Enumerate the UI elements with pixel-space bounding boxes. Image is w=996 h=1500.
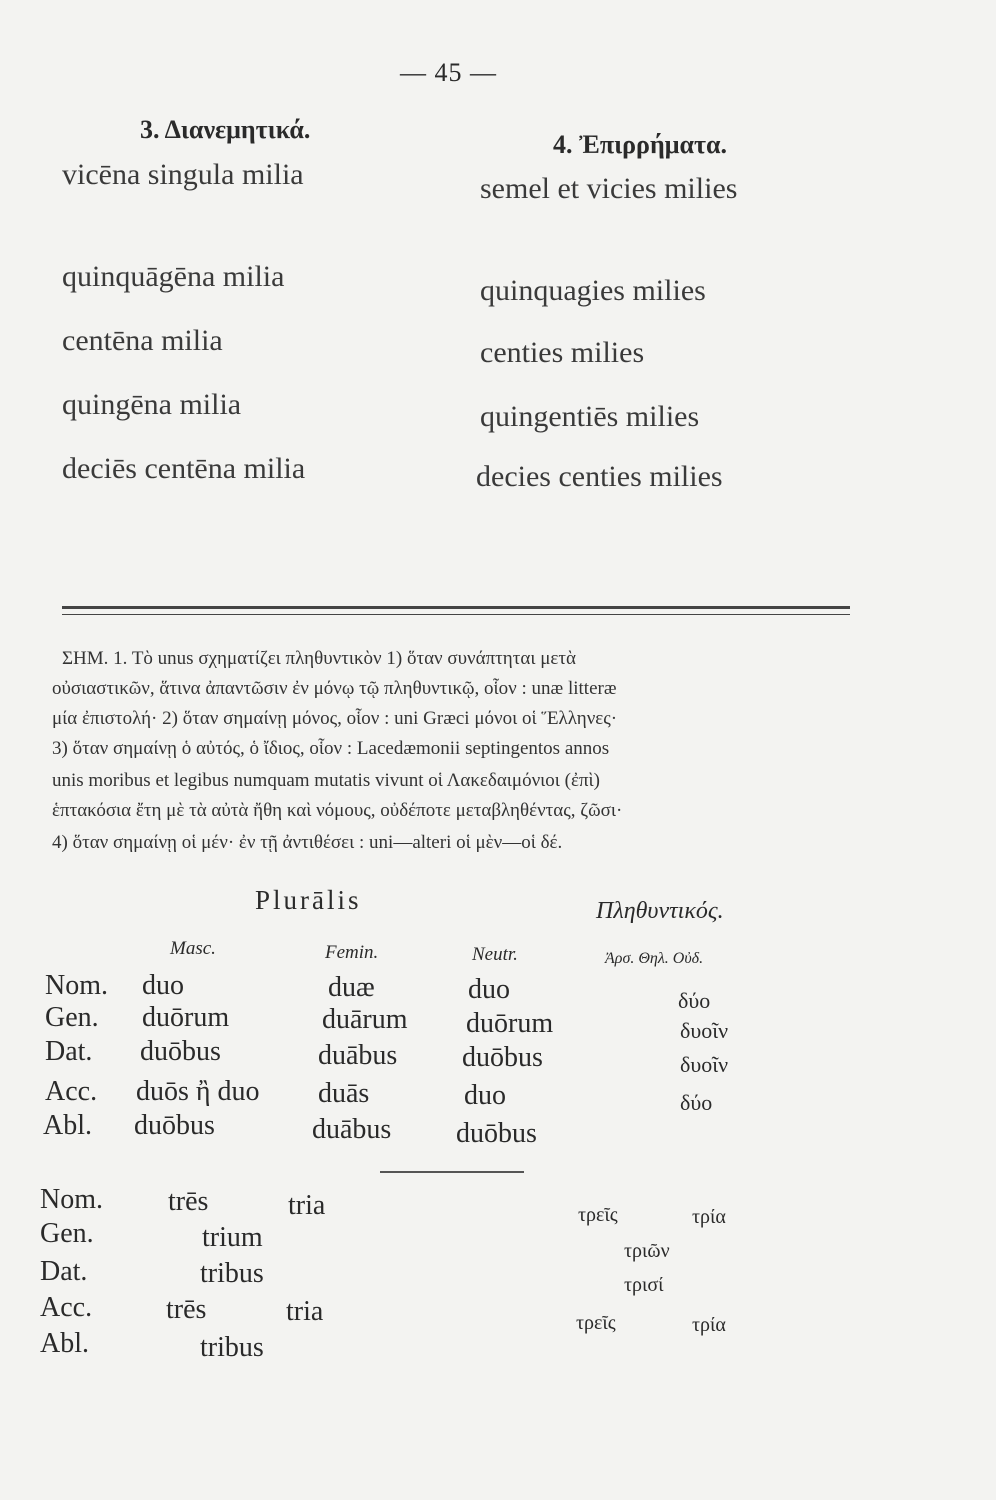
- row-dat-fem: duābus: [318, 1040, 398, 1071]
- row-nom-greek: δύο: [678, 988, 711, 1013]
- tres-case-abl: Abl.: [40, 1328, 89, 1359]
- col-greek: Ἀρσ. Θηλ. Οὐδ.: [605, 950, 704, 967]
- tres-greek-acc-n: τρία: [692, 1314, 726, 1336]
- tres-greek-nom-mf: τρεῖς: [578, 1204, 618, 1226]
- tres-gen: trium: [202, 1222, 263, 1253]
- divider-rule-thick: [62, 606, 850, 609]
- tres-greek-gen: τριῶν: [624, 1240, 670, 1262]
- row-abl-masc: duōbus: [134, 1110, 215, 1141]
- note-line-4: 3) ὅταν σημαίνῃ ὁ αὐτός, ὁ ἴδιος, οἷον : Lacedæmonii septingentos annos: [52, 738, 610, 759]
- row-gen-neut: duōrum: [466, 1008, 554, 1039]
- row-nom-case: Nom.: [45, 970, 108, 1001]
- col-femin: Femin.: [325, 942, 379, 963]
- note-line-2: οὐσιαστικῶν, ἅτινα ἀπαντῶσιν ἐν μόνῳ τῷ πληθυντικῷ, οἷον : unæ litteræ: [52, 678, 617, 699]
- row-acc-greek: δύο: [680, 1090, 713, 1115]
- row-gen-case: Gen.: [45, 1002, 99, 1033]
- note-line-6: ἑπτακόσια ἔτη μὲ τὰ αὐτὰ ἤθη καὶ νόμους, οὐδέποτε μεταβληθέντας, ζῶσι·: [52, 800, 623, 821]
- row-acc-fem: duās: [318, 1078, 370, 1109]
- tres-greek-dat: τρισί: [624, 1274, 664, 1296]
- tres-case-nom: Nom.: [40, 1184, 103, 1215]
- tres-abl: tribus: [200, 1332, 264, 1363]
- row-abl-fem: duābus: [312, 1114, 392, 1145]
- pluralis-greek-title: Πληθυντικός.: [596, 898, 724, 924]
- row-nom-neut: duo: [468, 974, 510, 1005]
- row-acc-case: Acc.: [45, 1076, 98, 1107]
- row-dat-case: Dat.: [45, 1036, 93, 1067]
- tres-case-gen: Gen.: [40, 1218, 94, 1249]
- row-abl-case: Abl.: [43, 1110, 92, 1141]
- tres-nom-n: tria: [288, 1190, 326, 1221]
- right-item-4: quingentiēs milies: [480, 400, 700, 433]
- left-item-1: vicēna singula milia: [62, 158, 304, 191]
- tres-nom-mf: trēs: [168, 1186, 209, 1217]
- divider-rule-thin: [62, 614, 850, 615]
- tres-acc-n: tria: [286, 1296, 324, 1327]
- left-item-5: deciēs centēna milia: [62, 452, 306, 485]
- right-column-heading: 4. Ἐπιρρήματα.: [553, 130, 727, 159]
- right-item-5: decies centies milies: [476, 460, 723, 493]
- note-line-1: ΣΗΜ. 1. Τὸ unus σχηματίζει πληθυντικὸν 1) ὅταν συνάπτηται μετὰ: [62, 648, 576, 669]
- row-acc-masc: duōs ἢ duo: [136, 1076, 260, 1107]
- tres-dat: tribus: [200, 1258, 264, 1289]
- row-gen-fem: duārum: [322, 1004, 408, 1035]
- left-item-4: quingēna milia: [62, 388, 242, 421]
- right-item-3: centies milies: [480, 336, 645, 369]
- section-divider: [380, 1171, 524, 1173]
- tres-acc-mf: trēs: [166, 1294, 207, 1325]
- row-nom-masc: duo: [142, 970, 184, 1001]
- col-masc: Masc.: [170, 938, 216, 959]
- right-item-1: semel et vicies milies: [480, 172, 738, 205]
- right-item-2: quinquagies milies: [480, 274, 706, 307]
- row-dat-greek: δυοῖν: [680, 1052, 729, 1077]
- left-column-heading: 3. Διανεμητικά.: [140, 115, 311, 144]
- pluralis-title: Plurālis: [255, 885, 362, 915]
- tres-greek-acc-mf: τρεῖς: [576, 1312, 616, 1334]
- row-dat-masc: duōbus: [140, 1036, 221, 1067]
- left-item-3: centēna milia: [62, 324, 223, 357]
- left-item-2: quinquāgēna milia: [62, 260, 285, 293]
- tres-case-dat: Dat.: [40, 1256, 88, 1287]
- page-number: — 45 —: [400, 58, 497, 87]
- note-line-7: 4) ὅταν σημαίνῃ οἱ μέν· ἐν τῇ ἀντιθέσει : uni—alteri οἱ μὲν—οἱ δέ.: [52, 832, 563, 853]
- col-neutr: Neutr.: [472, 944, 518, 965]
- note-line-3: μία ἐπιστολή· 2) ὅταν σημαίνῃ μόνος, οἷον : uni Græci μόνοι οἱ Ἕλληνες·: [52, 708, 618, 729]
- row-dat-neut: duōbus: [462, 1042, 543, 1073]
- row-gen-masc: duōrum: [142, 1002, 230, 1033]
- note-line-5: unis moribus et legibus numquam mutatis vivunt οἱ Λακεδαιμόνιοι (ἐπὶ): [52, 770, 600, 791]
- row-nom-fem: duæ: [328, 972, 375, 1003]
- tres-case-acc: Acc.: [40, 1292, 93, 1323]
- row-gen-greek: δυοῖν: [680, 1018, 729, 1043]
- row-acc-neut: duo: [464, 1080, 506, 1111]
- row-abl-neut: duōbus: [456, 1118, 537, 1149]
- tres-greek-nom-n: τρία: [692, 1206, 726, 1228]
